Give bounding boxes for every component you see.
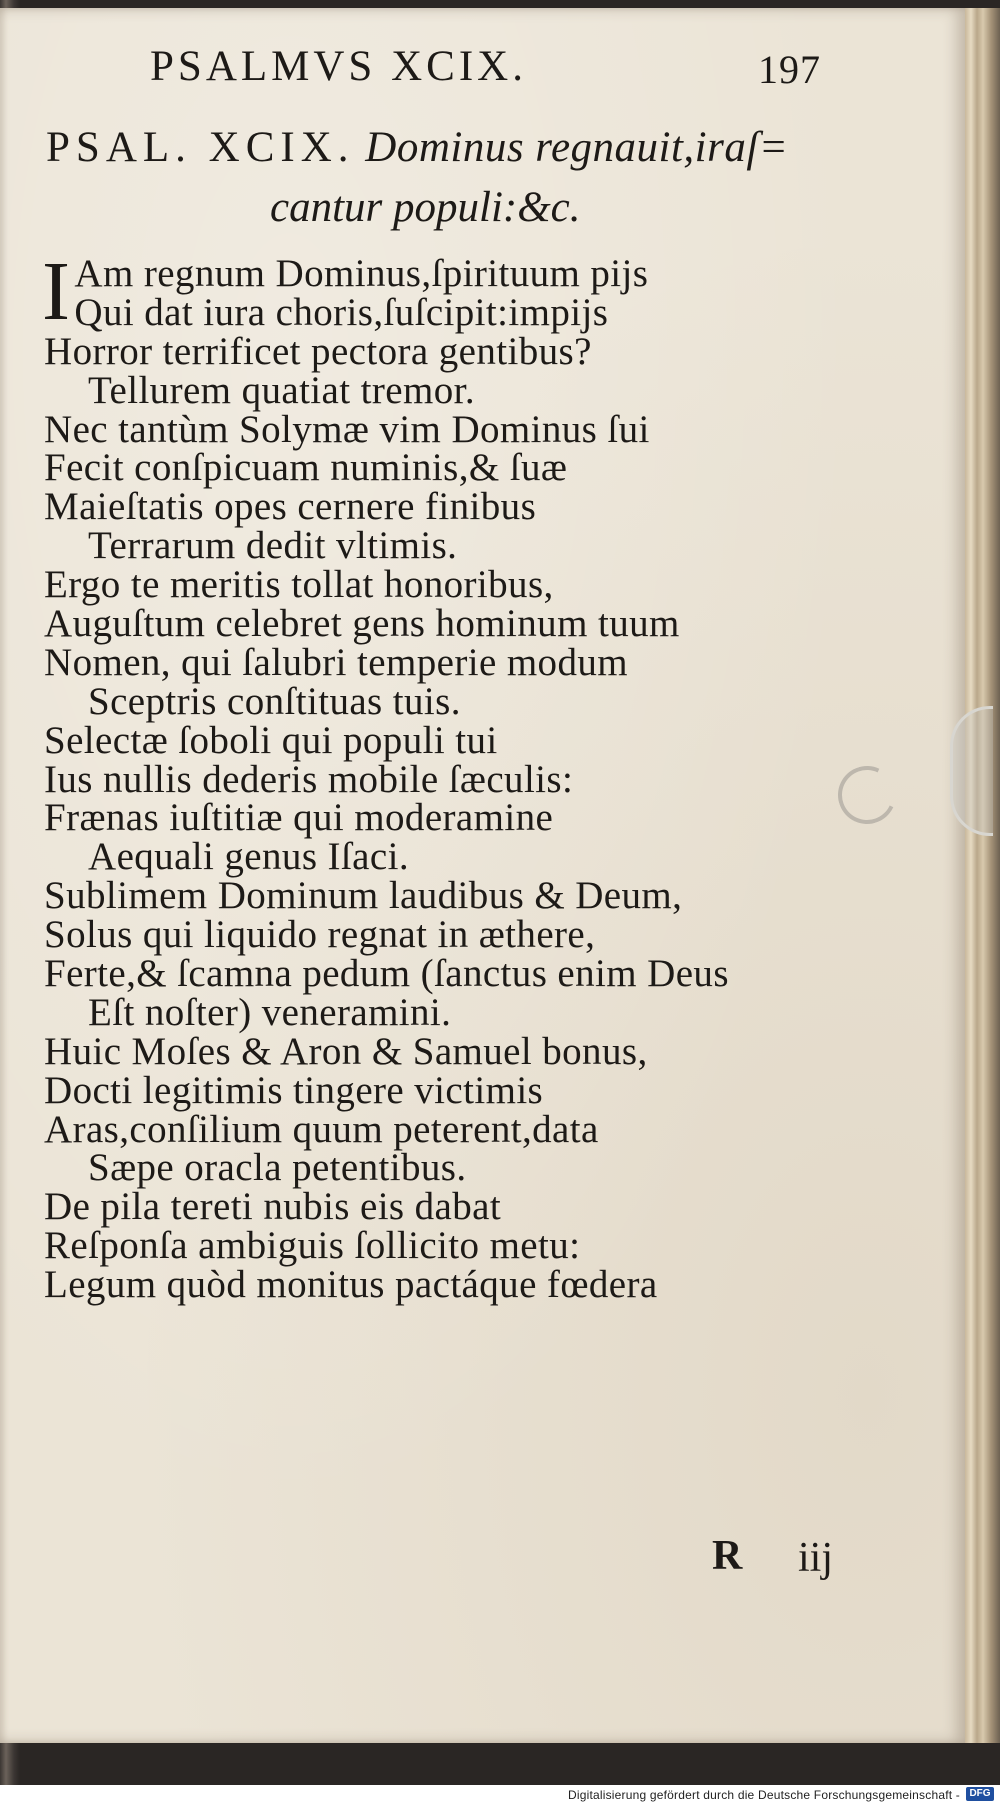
verse-line: Sublimem Dominum laudibus & Deum, — [44, 874, 683, 918]
verse-line: Terrarum dedit vltimis. — [88, 524, 458, 568]
verse-line: Nomen, qui ſalubri temperie modum — [44, 640, 628, 684]
verse-line: Fecit conſpicuam numinis,& ſuæ — [44, 446, 568, 490]
verse-line: Solus qui liquido regnat in æthere, — [44, 913, 596, 957]
psalm-label: PSAL. XCIX. — [46, 124, 355, 171]
verse-line: Frænas iuſtitiæ qui moderamine — [44, 796, 554, 840]
verse-line: Maieſtatis opes cernere finibus — [44, 485, 537, 529]
verse-line: Eſt noſter) veneramini. — [88, 990, 452, 1034]
psalm-heading — [46, 118, 906, 238]
verse-line: Sceptris conſtituas tuis. — [88, 679, 461, 723]
signature-letter: R — [712, 1533, 743, 1579]
verse-line: Tellurem quatiat tremor. — [88, 368, 475, 412]
page-number: 197 — [758, 47, 821, 92]
verse-line: Ius nullis dederis mobile ſæculis: — [44, 757, 574, 801]
verse-line: De pila tereti nubis eis dabat — [44, 1185, 502, 1229]
page-edge — [965, 8, 1000, 1743]
verse-line: Nec tantùm Solymæ vim Dominus ſui — [44, 407, 650, 451]
verse-line: Sæpe oracla petentibus. — [88, 1146, 467, 1190]
verse-line: Docti legitimis tingere victimis — [44, 1068, 544, 1112]
verse-line: Aras,conſilium quum peterent,data — [44, 1107, 599, 1151]
page-clip — [950, 706, 993, 836]
verse-line: Selectæ ſoboli qui populi tui — [44, 718, 498, 762]
signature-mark — [708, 1532, 868, 1592]
verse-line: Legum quòd monitus pactáque fœdera — [44, 1263, 658, 1307]
verse-line: Huic Moſes & Aron & Samuel bonus, — [44, 1029, 648, 1073]
running-head — [150, 42, 910, 102]
verse-line: Aequali genus Iſaci. — [88, 835, 409, 879]
running-head-title: PSALMVS XCIX. — [150, 43, 527, 90]
verse-line: Horror terrificet pectora gentibus? — [44, 329, 592, 373]
verse-line: Am regnum Dominus,ſpirituum pijs — [74, 252, 649, 295]
psalm-incipit-line1: Dominus regnauit,iraſ= — [365, 124, 789, 171]
verse-block — [42, 245, 924, 1307]
digitization-credit: Digitalisierung gefördert durch die Deutsche Forschungsgemeinschaft - — [568, 1788, 960, 1802]
verse-line: Reſponſa ambiguis ſollicito metu: — [44, 1224, 581, 1268]
verse-line: Qui dat iura choris,ſuſcipit:impijs — [74, 290, 609, 334]
verse-line: Ferte,& ſcamna pedum (ſanctus enim Deus — [44, 952, 729, 996]
signature-number: iij — [798, 1535, 834, 1581]
dfg-logo: DFG — [966, 1787, 994, 1801]
verse-line: Auguſtum celebret gens hominum tuum — [44, 602, 680, 646]
verse-line: Ergo te meritis tollat honoribus, — [44, 563, 554, 607]
psalm-incipit-line2: cantur populi:&c. — [270, 184, 581, 231]
drop-cap: I — [42, 245, 71, 338]
